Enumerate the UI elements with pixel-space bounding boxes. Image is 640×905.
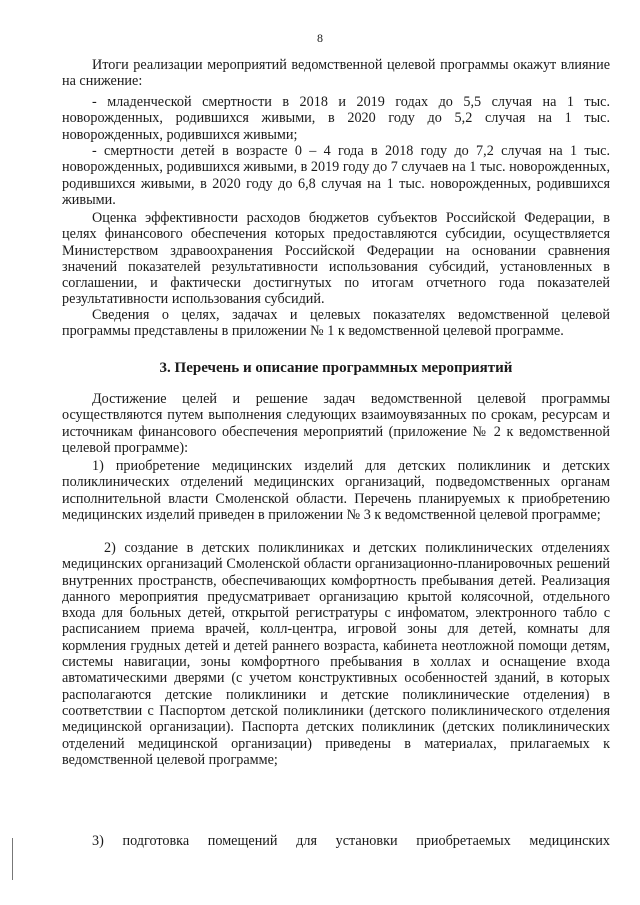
section-heading: 3. Перечень и описание программных мероприятий [159, 360, 513, 376]
list-item-1: 1) приобретение медицинских изделий для детских поликлиник и детских поликлинических отделений медицинских организаций, подведомственных органам исполнительной власти Смоленской области. Перечень планируемых к приобретению медицинских изделий приведен в приложении № 3 к ведомственной целевой программе; [62, 458, 610, 523]
paragraph-efficiency-assessment: Оценка эффективности расходов бюджетов субъектов Российской Федерации, в целях финансового обеспечения которых предоставляются субсидии, осуществляется Министерством здравоохранения Российской Федерации на основании сравнения значений показателей результативности использования субсидий, установленных в соглашении, и фактически достигнутых по итогам отчетного года показателей результативности использования субсидий. [62, 210, 610, 308]
list-item-3: 3) подготовка помещений для установки приобретаемых медицинских [92, 833, 610, 849]
scan-margin-mark [12, 838, 13, 880]
paragraph-infant-mortality: - младенческой смертности в 2018 и 2019 годах до 5,5 случая на 1 тыс. новорожденных, родившихся живыми, в 2020 году до 5,2 случая на 1 тыс. новорожденных, родившихся живыми; [62, 94, 610, 143]
paragraph-child-mortality: - смертности детей в возрасте 0 – 4 года в 2018 году до 7,2 случая на 1 тыс. новорожденных, родившихся живыми, в 2019 году до 7 случаев на 1 тыс. новорожденных, родившихся живыми, в 2020 году до 6,8 случая на 1 тыс. новорожденных, родившихся живыми. [62, 143, 610, 208]
paragraph-intro: Итоги реализации мероприятий ведомственной целевой программы окажут влияние на снижение: [62, 57, 610, 90]
paragraph-measures-intro: Достижение целей и решение задач ведомственной целевой программы осуществляются путем выполнения следующих взаимоувязанных по срокам, ресурсам и источникам финансового обеспечения мероприятий (приложение № 2 к ведомственной целевой программе): [62, 391, 610, 456]
paragraph-goals-reference: Сведения о целях, задачах и целевых показателях ведомственной целевой программы представлены в приложении № 1 к ведомственной целевой программе. [62, 307, 610, 340]
page-number: 8 [317, 31, 323, 45]
list-item-2: 2) создание в детских поликлиниках и детских поликлинических отделениях медицинских организаций Смоленской области организационно-планировочных решений внутренних пространств, обеспечивающих комфортность пребывания детей. Реализация данного мероприятия предусматривает организацию крытой колясочной, отдельного входа для больных детей, открытой регистратуры с инфоматом, электронного табло с расписанием приема врачей, колл-центра, игровой зоны для детей, комнаты для кормления грудных детей и детей раннего возраста, кабинета неотложной помощи детям, системы навигации, зоны комфортного пребывания в холлах и оснащение входа автоматическими дверями (с учетом конструктивных особенностей зданий, в которых располагаются детские поликлиники и детские поликлинические отделения) в соответствии с Паспортом детской поликлиники (детского поликлинического отделения медицинской организации). Паспорта детских поликлиник (детских поликлинических отделений медицинской организации) приведены в материалах, прилагаемых к ведомственной целевой программе; [62, 540, 610, 768]
